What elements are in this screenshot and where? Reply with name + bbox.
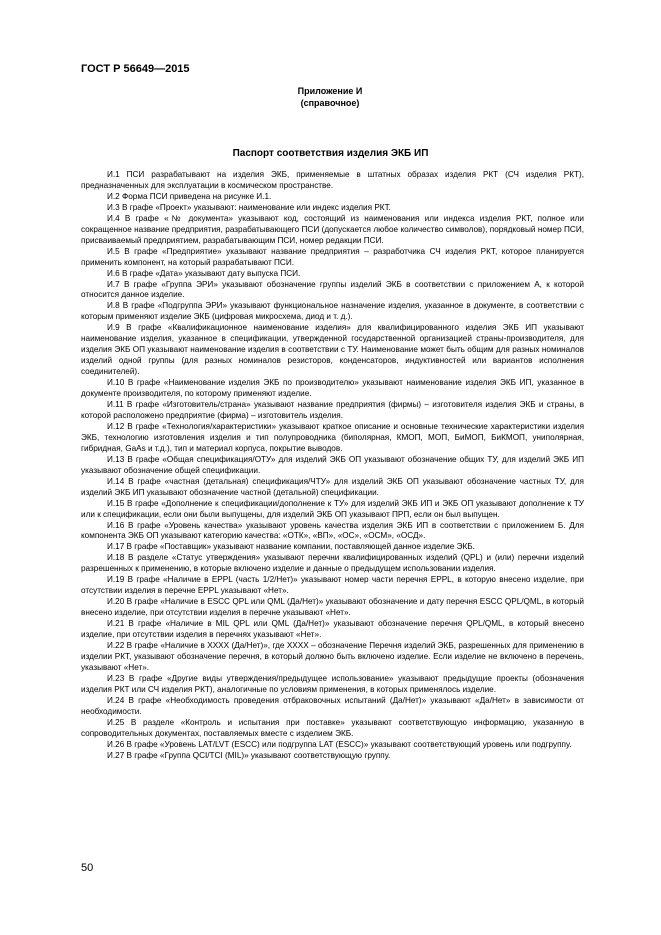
paragraph: И.6 В графе «Дата» указывают дату выпуска ПСИ. xyxy=(107,268,301,278)
page-title: Паспорт соответствия изделия ЭКБ ИП xyxy=(232,148,429,159)
paragraph: И.25 В разделе «Контроль и испытания при поставке» указывают соответствующую информацию, указанную в сопроводительных документах, поставляемых вместе с изделием ЭКБ. xyxy=(81,717,584,738)
paragraph: И.5 В графе «Предприятие» указывают название предприятия – разработчика СЧ изделия РКТ, которое планируется применить компонент, на который разрабатывают ПСИ. xyxy=(81,246,584,267)
paragraph: И.23 В графе «Другие виды утверждения/предыдущее использование» указывают предыдущие проекты (обозначения изделия РКТ или СЧ изделия РКТ), аналогичные по условиям применения, в которых применялось изделие. xyxy=(81,673,584,694)
paragraph: И.2 Форма ПСИ приведена на рисунке И.1. xyxy=(107,191,272,201)
paragraph: И.17 В графе «Поставщик» указывают название компании, поставляющей данное изделие ЭКБ. xyxy=(107,542,475,552)
paragraph: И.9 В графе «Квалификационное наименование изделия» для квалифицированного изделия ЭКБ ИП указывают наименование изделия, указанное в спецификации, утвержденной государственной организацией страны-производителя, для изделия ЭКБ ОП указывают наименование изделия в соответствии с ТУ. Наименование может быть общим для разных номиналов изделий одной группы (для разных номиналов резисторов, конденсаторов, индуктивностей или вариантов исполнения соединителей). xyxy=(81,323,584,377)
paragraph: И.20 В графе «Наличие в ESCC QPL или QML (Да/Нет)» указывают обозначение и дату перечня ESCC QPL/QML, в который внесено изделие, при отсутствии изделия в перечне указывают «Нет». xyxy=(81,597,584,618)
paragraph: И.26 В графе «Уровень LAT/LVT (ESCC) или подгруппа LAT (ESCC)» указывают соответствующий уровень или подгруппу. xyxy=(107,739,572,749)
paragraph: И.15 В графе «Дополнение к спецификации/дополнение к ТУ» для изделий ЭКБ ИП и ЭКБ ОП указывают дополнение к ТУ или к спецификации, если они были выпущены, для изделий ЭКБ ОП указывают ПРП, если он был выпущен. xyxy=(81,498,584,519)
paragraph: И.19 В графе «Наличие в EPPL (часть 1/2/Нет)» указывают номер части перечня EPPL, в которую внесено изделие, при отсутствии изделия в перечне EPPL указывают «Нет». xyxy=(81,575,584,596)
paragraph: И.12 В графе «Технология/характеристики» указывают краткое описание и основные технические характеристики изделия ЭКБ, технологию изготовления изделия и тип полупроводника (биполярная, КМОП, МОП, БиМОП, БиКМОП, униполярная, гибридная, GaAs и т.д.), тип и материал корпуса, покрытие выводов. xyxy=(81,421,584,453)
paragraph: И.7 В графе «Группа ЭРИ» указывают обозначение группы изделий ЭКБ в соответствии с приложением А, к которой относится данное изделие. xyxy=(81,279,584,300)
paragraph: И.4 В графе «№ документа» указывают код, состоящий из наименования или индекса изделия РКТ, полное или сокращенное название предприятия, разрабатывающего ПСИ (допускается любое количество символов), порядковый номер ПСИ, присваиваемый предприятием, разрабатывающим ПСИ, номер редакции ПСИ. xyxy=(81,213,584,245)
appendix-note: (справочное) xyxy=(300,98,360,108)
paragraph: И.16 В графе «Уровень качества» указывают уровень качества изделия ЭКБ ИП в соответствии с приложением Б. Для компонента ЭКБ ОП указывают категорию качества: «ОТК», «ВП», «ОС», «ОСМ», «ОСД». xyxy=(81,520,584,541)
paragraph: И.18 В разделе «Статус утверждения» указывают перечни квалифицированных изделий (QPL) и (или) перечни изделий разрешенных к применению, в которые включено изделие и данные о предыдущем использовании изделия. xyxy=(81,553,584,574)
paragraph: И.10 В графе «Наименование изделия ЭКБ по производителю» указывают наименование изделия ЭКБ ИП, указанное в документе производителя, по которому применяют изделие. xyxy=(81,378,584,399)
page-number: 50 xyxy=(81,862,94,874)
paragraph: И.3 В графе «Проект» указывают: наименование или индекс изделия РКТ. xyxy=(107,202,391,212)
appendix-label: Приложение И xyxy=(297,86,363,96)
paragraph: И.21 В графе «Наличие в MIL QPL или QML (Да/Нет)» указывают обозначение перечня QPL/QML, в который внесено изделие, при отсутствии изделия в перечнях указывают «Нет». xyxy=(81,619,584,640)
paragraph: И.11 В графе «Изготовитель/страна» указывают название предприятия (фирмы) – изготовителя изделия ЭКБ и страны, в которой расположено предприятие (фирма) – изготовитель изделия. xyxy=(81,400,584,420)
standard-code: ГОСТ Р 56649—2015 xyxy=(81,63,190,75)
body-text xyxy=(81,170,584,761)
paragraph: И.22 В графе «Наличие в ХХХХ (Да/Нет)», где ХХХХ – обозначение Перечня изделий ЭКБ, разрешенных для применению в изделии РКТ, указывают обозначение перечня, в который должно быть включено изделие. Если изделие не включено в перечень, указывают «Нет». xyxy=(81,640,584,672)
paragraph: И.24 В графе «Необходимость проведения отбраковочных испытаний (Да/Нет)» указывают «Да/Нет» в зависимости от необходимости. xyxy=(81,695,584,716)
paragraph: И.8 В графе «Подгруппа ЭРИ» указывают функциональное назначение изделия, указанное в документе, в соответствии с которым применяют изделие ЭКБ (цифровая микросхема, диод и т. д.). xyxy=(81,301,584,322)
paragraph: И.27 В графе «Группа QCI/TCI (MIL)» указывают соответствующую группу. xyxy=(107,750,391,760)
paragraph: И.14 В графе «частная (детальная) спецификация/ЧТУ» для изделий ЭКБ ОП указывают обозначение частных ТУ, для изделий ЭКБ ИП указывают обозначение частной (детальной) спецификации. xyxy=(81,476,584,497)
paragraph: И.1 ПСИ разрабатывают на изделия ЭКБ, применяемые в штатных образах изделия РКТ (СЧ изделия РКТ), предназначенных для эксплуатации в космическом пространстве. xyxy=(81,170,584,190)
paragraph: И.13 В графе «Общая спецификация/ОТУ» для изделий ЭКБ ОП указывают обозначение общих ТУ, для изделий ЭКБ ИП указывают обозначение общей спецификации. xyxy=(81,454,584,475)
